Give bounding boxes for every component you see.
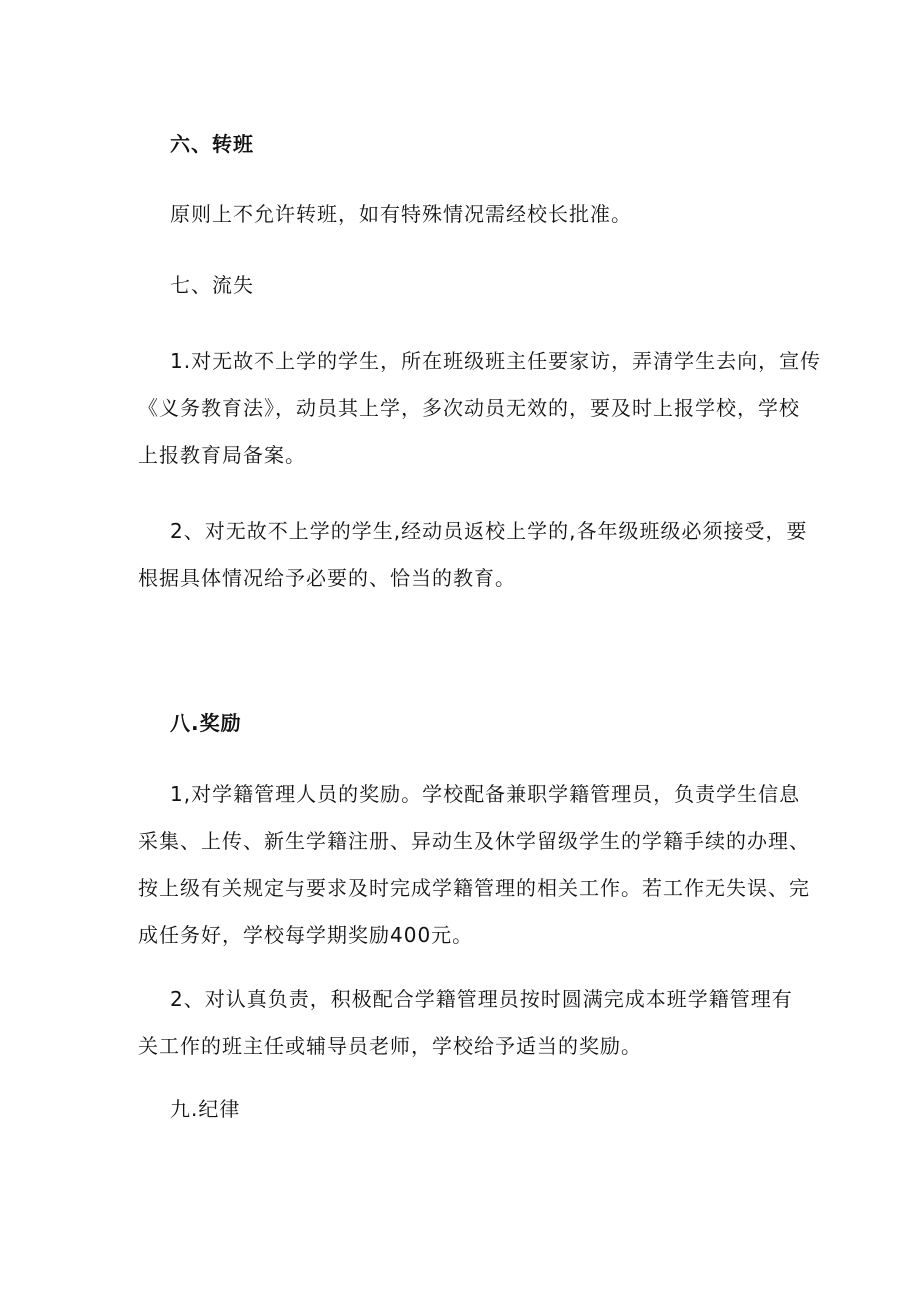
paragraph-line: 2、对无故不上学的学生,经动员返校上学的,各年级班级必须接受，要 (170, 519, 808, 543)
paragraph-line: 关工作的班主任或辅导员老师，学校给予适当的奖励。 (138, 1034, 642, 1058)
paragraph-line: 1,对学籍管理人员的奖励。学校配备兼职学籍管理员，负责学生信息 (170, 782, 801, 806)
paragraph-line: 1.对无故不上学的学生，所在班级班主任要家访，弄清学生去向，宣传 (170, 349, 822, 373)
section-7-paragraph-2 (0, 508, 808, 602)
paragraph-line: 采集、上传、新生学籍注册、异动生及休学留级学生的学籍手续的办理、 (138, 829, 810, 853)
paragraph-line: 按上级有关规定与要求及时完成学籍管理的相关工作。若工作无失误、完 (138, 876, 810, 900)
section-8-title: 八.奖励 (170, 711, 242, 735)
section-7-title: 七、流失 (170, 273, 254, 297)
paragraph-line: 2、对认真负责，积极配合学籍管理员按时圆满完成本班学籍管理有 (170, 987, 793, 1011)
section-8-paragraph-1 (0, 771, 810, 959)
section-9-title: 九.纪律 (170, 1097, 241, 1121)
paragraph-line: 根据具体情况给予必要的、恰当的教育。 (138, 566, 516, 590)
section-6-title: 六、转班 (170, 132, 254, 156)
section-6-body: 原则上不允许转班，如有特殊情况需经校长批准。 (170, 202, 632, 226)
paragraph-line: 成任务好，学校每学期奖励400元。 (138, 923, 474, 947)
section-7-paragraph-1 (0, 338, 822, 479)
paragraph-line: 上报教育局备案。 (138, 443, 306, 467)
paragraph-line: 《义务教育法》，动员其上学，多次动员无效的，要及时上报学校，学校 (138, 396, 800, 420)
section-8-paragraph-2 (0, 976, 793, 1070)
